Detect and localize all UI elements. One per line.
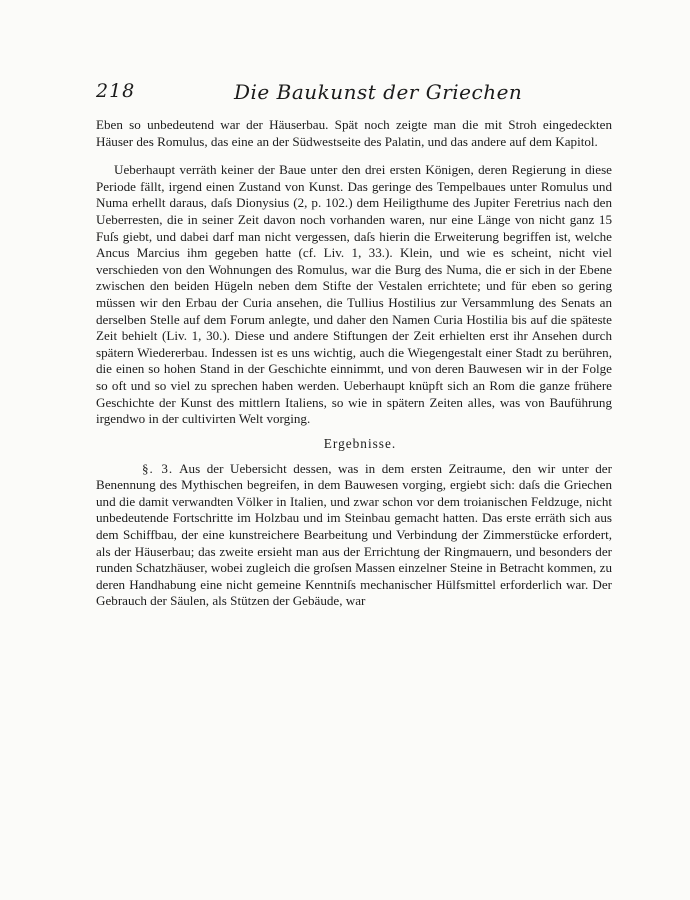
- section-heading: Ergebnisse.: [323, 435, 397, 451]
- paragraph-2: Ueberhaupt verräth keiner der Baue unter den drei ersten Königen, deren Regierung in diese Periode fällt, irgend einen Zustand von Kunst. Das geringe des Tempelbaues unter Romulus und Numa erhellt daraus, daſs Dionysius (2, p. 102.) dem Heiligthume des Jupiter Feretrius nach den Ueberresten, die in seiner Zeit davon noch vorhanden waren, nur eine Länge von nicht ganz 15 Fuſs giebt, und dabei darf man nicht vergessen, daſs hierin die Erweiterung begriffen ist, welche Ancus Marcius ihm gegeben hatte (cf. Liv. 1, 33.). Klein, und wie es scheint, nicht viel verschieden von den Wohnungen des Romulus, war die Burg des Numa, die er sich in der Ebene zwischen den beiden Hügeln neben dem Stifte der Vestalen errichtete; und für eben so gering müssen wir den Erbau der Curia ansehen, die Tullius Hostilius zur Versammlung des Senats an derselben Stelle auf dem Forum anlegte, und daher den Namen Curia Hostilia bis auf die späteste Zeit behielt (Liv. 1, 30.). Diese und andere Stiftungen der Zeit erhielten erst ihr Ansehen durch spätern Wiedererbau. Indessen ist es uns wichtig, auch die Wiegengestalt einer Stadt zu berühren, die einen so hohen Stand in der Geschichte einnimmt, und von deren Bauwesen wir in der Folge so oft und so viel zu sprechen haben werden. Ueberhaupt knüpft sich an Rom die ganze frühere Geschichte der Kunst des mittlern Italiens, so wie in spätern Zeiten alles, was von Bauführung irgendwo in der cultivirten Welt vorging.: [96, 162, 612, 427]
- paragraph-1: Eben so unbedeutend war der Häuserbau. Spät noch zeigte man die mit Stroh eingedeckten Häuser des Romulus, das eine an der Südwestseite des Palatin, und das andere auf dem Kapitol.: [96, 117, 612, 149]
- paragraph-number: §. 3.: [142, 460, 174, 476]
- section-paragraph-text: Aus der Uebersicht dessen, was in dem ersten Zeitraume, den wir unter der Benennung des Mythischen begreifen, in dem Bauwesen vorging, ergiebt sich: daſs die Griechen und die damit verwandten Völker in Italien, und zwar schon vor dem troianischen Feldzuge, nicht unbedeutende Fortschritte im Holzbau und im Steinbau gemacht hatten. Das erste erräth sich aus dem Schiffbau, der eine kunstreichere Bearbeitung und Verbindung der Zimmerstücke erfordert, als der Häuserbau; das zweite ersieht man aus der Errichtung der Ringmauern, und besonders der runden Schatzhäuser, wobei zugleich die groſsen Massen einzelner Steine in Betracht kommen, zu deren Handhabung eine nicht gemeine Kenntniſs mechanischer Hülfsmittel erforderlich war. Der Gebrauch der Säulen, als Stützen der Gebäude, war: [96, 460, 612, 609]
- running-title: Die Baukunst der Griechen: [234, 80, 523, 104]
- page-body: [96, 117, 612, 610]
- section-paragraph: [96, 461, 612, 610]
- page-number: 218: [96, 80, 136, 102]
- page-header: [86, 80, 616, 106]
